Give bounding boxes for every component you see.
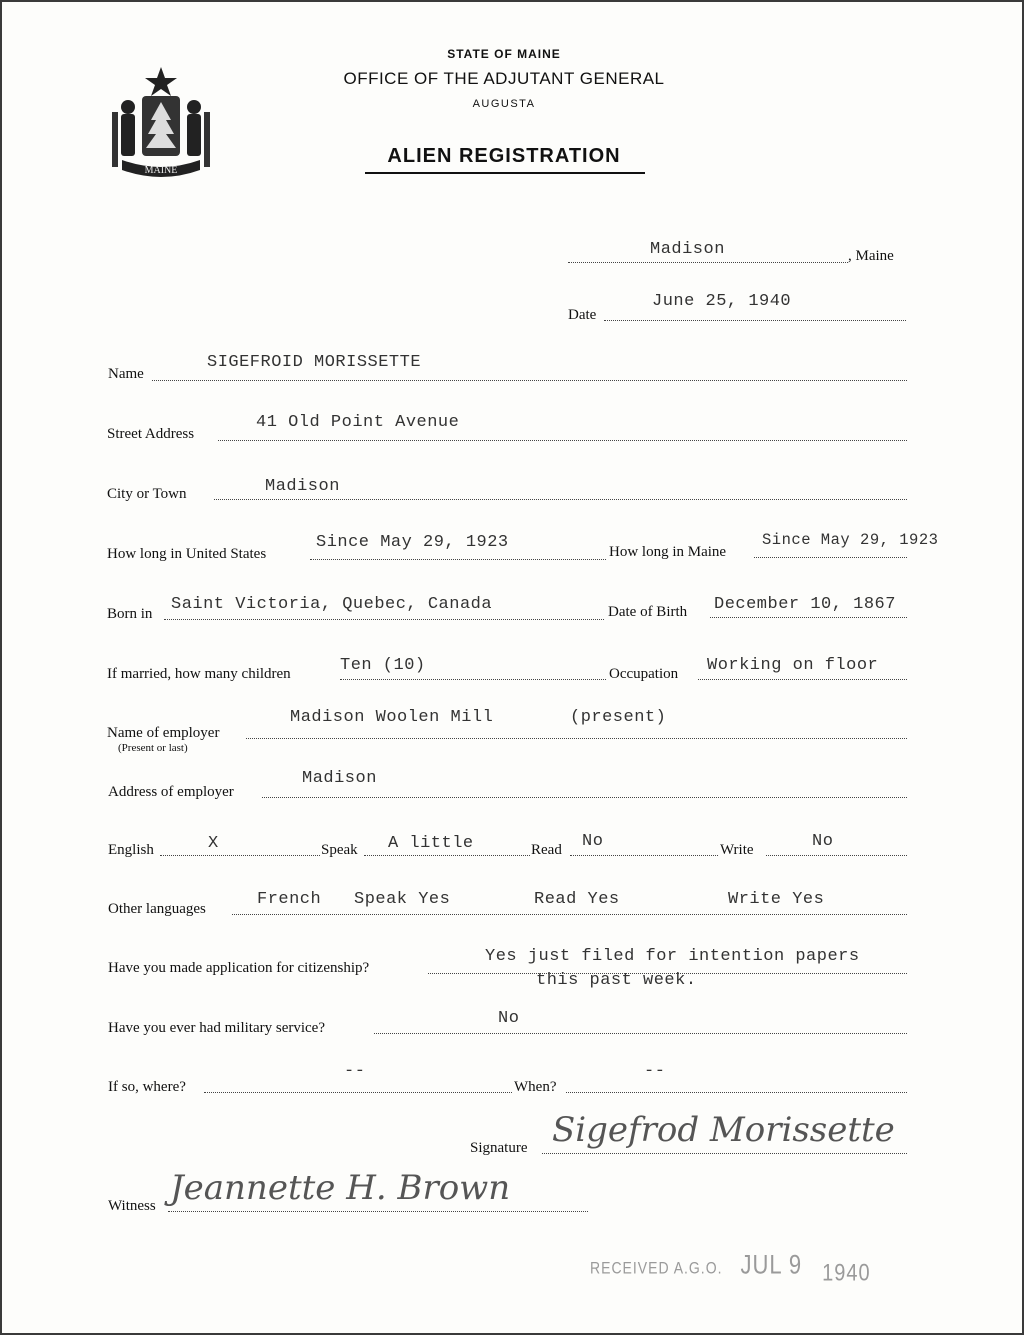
street-label: Street Address: [107, 426, 195, 442]
us-duration-line: [310, 559, 606, 560]
city-label: City or Town: [107, 486, 187, 502]
employer-address-value: Madison: [302, 769, 377, 788]
employer-address-line: [262, 797, 907, 798]
us-duration-label: How long in United States: [107, 546, 267, 562]
read-line: [570, 855, 718, 856]
maine-duration-label: How long in Maine: [609, 544, 727, 560]
other-read-value: Read Yes: [534, 890, 620, 909]
employer-label: Name of employer: [107, 725, 220, 741]
place-value: Madison: [650, 240, 725, 259]
other-language-value: French: [257, 890, 322, 909]
street-value: 41 Old Point Avenue: [256, 413, 460, 432]
children-value: Ten (10): [340, 656, 426, 675]
dob-label: Date of Birth: [608, 604, 688, 620]
children-label: If married, how many children: [107, 666, 291, 682]
title-underline: [365, 172, 645, 174]
other-speak-value: Speak Yes: [354, 890, 451, 909]
born-value: Saint Victoria, Quebec, Canada: [171, 595, 493, 614]
occupation-line: [698, 679, 907, 680]
place-suffix: , Maine: [848, 248, 894, 264]
write-line: [766, 855, 907, 856]
employer-note: (present): [570, 708, 667, 727]
stamp-text: RECEIVED A.G.O.: [590, 1257, 723, 1277]
when-value: --: [644, 1062, 666, 1081]
occupation-value: Working on floor: [707, 656, 879, 675]
witness-label: Witness: [108, 1198, 156, 1214]
place-line: [568, 262, 848, 263]
city-value: Madison: [265, 477, 340, 496]
maine-duration-value: Since May 29, 1923: [762, 531, 939, 549]
signature-label: Signature: [470, 1140, 528, 1156]
street-line: [218, 440, 907, 441]
header-city: AUGUSTA: [472, 98, 536, 110]
where-line: [204, 1092, 512, 1093]
other-write-value: Write Yes: [728, 890, 825, 909]
citizenship-label: Have you made application for citizenship?: [108, 960, 370, 976]
speak-line: [364, 855, 530, 856]
name-label: Name: [108, 366, 144, 382]
write-label: Write: [720, 842, 754, 858]
employer-line: [246, 738, 907, 739]
date-label: Date: [568, 307, 597, 323]
where-value: --: [344, 1062, 366, 1081]
write-value: No: [812, 832, 834, 851]
speak-value: A little: [388, 834, 474, 853]
form-title: ALIEN REGISTRATION: [387, 145, 621, 167]
stamp-year: 1940: [822, 1260, 871, 1287]
witness-signature: Jeannette H. Brown: [170, 1168, 511, 1208]
maine-duration-line: [754, 557, 907, 558]
name-value: SIGEFROID MORISSETTE: [207, 353, 422, 372]
occupation-label: Occupation: [609, 666, 679, 682]
english-line: [160, 855, 320, 856]
dob-value: December 10, 1867: [714, 595, 896, 614]
children-line: [340, 679, 606, 680]
english-label: English: [108, 842, 154, 858]
received-stamp: [590, 1249, 871, 1287]
date-line: [604, 320, 906, 321]
when-line: [566, 1092, 907, 1093]
read-value: No: [582, 832, 604, 851]
citizenship-value-line2: this past week.: [536, 971, 697, 990]
header-state: STATE OF MAINE: [447, 47, 561, 61]
employer-value: Madison Woolen Mill: [290, 708, 494, 727]
seal-banner-text: MAINE: [144, 165, 178, 176]
born-label: Born in: [107, 606, 153, 622]
citizenship-value-line1: Yes just filed for intention papers: [485, 947, 860, 966]
other-languages-line: [232, 914, 907, 915]
city-line: [214, 499, 907, 500]
military-label: Have you ever had military service?: [108, 1020, 325, 1036]
applicant-signature: Sigefrod Morissette: [552, 1110, 895, 1150]
date-value: June 25, 1940: [652, 292, 792, 311]
stamp-date: JUL 9: [740, 1249, 803, 1280]
dob-line: [710, 617, 907, 618]
military-line: [374, 1033, 907, 1034]
when-label: When?: [514, 1079, 557, 1095]
name-line: [152, 380, 907, 381]
signature-line: [542, 1153, 907, 1154]
us-duration-value: Since May 29, 1923: [316, 533, 509, 552]
english-value: X: [208, 834, 219, 853]
employer-address-label: Address of employer: [108, 784, 234, 800]
read-label: Read: [531, 842, 562, 858]
born-line: [164, 619, 604, 620]
employer-sublabel: (Present or last): [118, 742, 188, 754]
where-label: If so, where?: [108, 1079, 186, 1095]
header-office: OFFICE OF THE ADJUTANT GENERAL: [343, 69, 665, 88]
military-value: No: [498, 1009, 520, 1028]
witness-line: [168, 1211, 588, 1212]
speak-label: Speak: [321, 842, 358, 858]
other-languages-label: Other languages: [108, 901, 206, 917]
